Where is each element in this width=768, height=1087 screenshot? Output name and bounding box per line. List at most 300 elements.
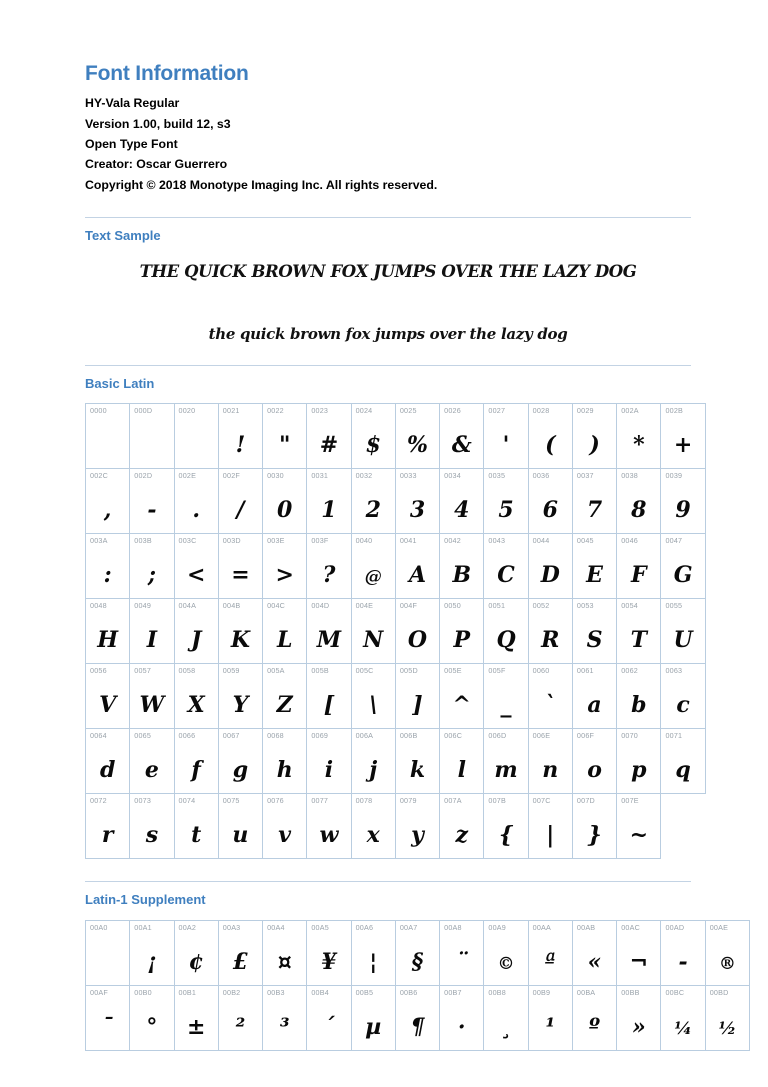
codepoint-label: 00A1 bbox=[134, 922, 152, 932]
glyph: Q bbox=[496, 627, 516, 654]
section-title-text-sample: Text Sample bbox=[85, 228, 161, 244]
glyph-cell[interactable] bbox=[617, 599, 661, 664]
glyph-cell[interactable] bbox=[351, 664, 395, 729]
codepoint-label: 007B bbox=[488, 796, 506, 806]
codepoint-label: 004C bbox=[267, 601, 286, 611]
glyph-cell[interactable] bbox=[174, 404, 218, 469]
glyph-cell[interactable] bbox=[218, 469, 262, 534]
glyph: w bbox=[319, 822, 339, 849]
glyph-cell[interactable] bbox=[395, 729, 439, 794]
glyph-cell[interactable] bbox=[130, 534, 174, 599]
glyph-cell[interactable] bbox=[617, 920, 661, 985]
glyph-cell[interactable] bbox=[174, 794, 218, 859]
glyph-cell[interactable] bbox=[218, 599, 262, 664]
glyph: K bbox=[230, 627, 250, 654]
glyph: & bbox=[451, 432, 472, 459]
glyph-cell[interactable] bbox=[307, 534, 351, 599]
glyph-cell[interactable] bbox=[263, 664, 307, 729]
glyph-cell[interactable] bbox=[484, 794, 528, 859]
metadata-line: Creator: Oscar Guerrero bbox=[85, 157, 228, 172]
glyph: ~ bbox=[629, 822, 649, 849]
codepoint-label: 0065 bbox=[134, 731, 152, 741]
glyph-cell[interactable] bbox=[617, 664, 661, 729]
metadata-line: HY-Vala Regular bbox=[85, 96, 180, 111]
glyph: u bbox=[232, 822, 249, 849]
codepoint-label: 004B bbox=[222, 601, 241, 611]
glyph: x bbox=[366, 822, 380, 849]
glyph: ¶ bbox=[410, 1013, 425, 1040]
codepoint-label: 0035 bbox=[488, 471, 506, 481]
glyph-cell[interactable] bbox=[263, 920, 307, 985]
glyph-cell[interactable] bbox=[572, 469, 616, 534]
glyph-cell[interactable] bbox=[174, 534, 218, 599]
codepoint-label: 0023 bbox=[311, 406, 329, 416]
glyph-cell[interactable] bbox=[528, 985, 572, 1050]
glyph-cell[interactable] bbox=[307, 985, 351, 1050]
glyph: 1 bbox=[321, 497, 337, 524]
glyph: - bbox=[147, 497, 157, 524]
glyph-cell-blank bbox=[661, 794, 705, 859]
glyph-cell[interactable] bbox=[661, 599, 705, 664]
glyph: C bbox=[497, 562, 515, 589]
glyph-cell[interactable] bbox=[130, 985, 174, 1050]
glyph: d bbox=[99, 757, 116, 784]
codepoint-label: 00B2 bbox=[222, 987, 241, 997]
glyph-cell[interactable] bbox=[528, 729, 572, 794]
codepoint-label: 0024 bbox=[355, 406, 373, 416]
glyph-cell[interactable] bbox=[484, 985, 528, 1050]
codepoint-label: 0040 bbox=[355, 536, 373, 546]
glyph-cell[interactable] bbox=[705, 985, 749, 1050]
codepoint-label: 0077 bbox=[311, 796, 329, 806]
codepoint-label: 00B8 bbox=[488, 987, 506, 997]
section-divider bbox=[85, 365, 691, 366]
glyph-cell[interactable] bbox=[130, 794, 174, 859]
glyph: r bbox=[101, 822, 114, 849]
glyph-cell[interactable] bbox=[86, 920, 130, 985]
glyph-cell[interactable] bbox=[395, 404, 439, 469]
glyph-cell[interactable] bbox=[661, 664, 705, 729]
glyph-cell[interactable] bbox=[484, 920, 528, 985]
glyph-cell[interactable] bbox=[572, 404, 616, 469]
glyph-cell[interactable] bbox=[484, 729, 528, 794]
glyph: * bbox=[633, 432, 645, 459]
glyph: 5 bbox=[498, 497, 514, 524]
codepoint-label: 003B bbox=[134, 536, 152, 546]
glyph-cell[interactable] bbox=[395, 794, 439, 859]
codepoint-label: 0062 bbox=[621, 666, 638, 676]
glyph-cell[interactable] bbox=[484, 469, 528, 534]
glyph-cell[interactable] bbox=[86, 729, 130, 794]
glyph: º bbox=[589, 1013, 601, 1040]
glyph-row bbox=[86, 794, 706, 859]
glyph: X bbox=[187, 692, 205, 719]
glyph-cell[interactable] bbox=[528, 534, 572, 599]
codepoint-label: 005D bbox=[399, 666, 418, 676]
glyph-cell[interactable] bbox=[218, 729, 262, 794]
codepoint-label: 0031 bbox=[311, 471, 329, 481]
glyph: c bbox=[676, 692, 690, 719]
codepoint-label: 0025 bbox=[399, 406, 417, 416]
glyph-cell[interactable] bbox=[440, 985, 484, 1050]
glyph-cell[interactable] bbox=[395, 534, 439, 599]
codepoint-label: 002A bbox=[621, 406, 639, 416]
glyph: ¡ bbox=[147, 948, 157, 975]
glyph-cell[interactable] bbox=[263, 534, 307, 599]
glyph-cell[interactable] bbox=[218, 920, 262, 985]
glyph: ; bbox=[147, 562, 156, 589]
glyph-cell[interactable] bbox=[661, 729, 705, 794]
glyph-cell[interactable] bbox=[263, 729, 307, 794]
glyph-cell[interactable] bbox=[130, 599, 174, 664]
glyph-row bbox=[86, 599, 706, 664]
glyph-cell[interactable] bbox=[440, 729, 484, 794]
codepoint-label: 0037 bbox=[576, 471, 594, 481]
glyph-cell[interactable] bbox=[484, 599, 528, 664]
glyph-cell[interactable] bbox=[86, 794, 130, 859]
glyph-cell[interactable] bbox=[130, 920, 174, 985]
glyph: g bbox=[232, 757, 249, 784]
glyph-cell[interactable] bbox=[86, 664, 130, 729]
font-specimen-page bbox=[85, 0, 737, 1051]
glyph: ½ bbox=[718, 1018, 737, 1039]
metadata-line: Open Type Font bbox=[85, 136, 178, 151]
section-title-basic-latin: Basic Latin bbox=[85, 375, 155, 391]
glyph-cell[interactable] bbox=[572, 920, 616, 985]
codepoint-label: 005E bbox=[444, 666, 462, 676]
codepoint-label: 0056 bbox=[90, 666, 107, 676]
glyph-row bbox=[86, 534, 706, 599]
glyph-cell[interactable] bbox=[440, 794, 484, 859]
glyph-cell[interactable] bbox=[307, 794, 351, 859]
codepoint-label: 0063 bbox=[665, 666, 683, 676]
glyph-cell[interactable] bbox=[307, 920, 351, 985]
glyph-cell[interactable] bbox=[440, 599, 484, 664]
codepoint-label: 0068 bbox=[267, 731, 284, 741]
glyph: k bbox=[409, 757, 426, 784]
codepoint-label: 0066 bbox=[178, 731, 196, 741]
glyph: { bbox=[498, 822, 514, 849]
glyph: j bbox=[369, 757, 378, 784]
glyph bbox=[130, 434, 173, 468]
page-title: Font Information bbox=[85, 62, 249, 85]
glyph-cell[interactable] bbox=[440, 920, 484, 985]
glyph-cell[interactable] bbox=[528, 404, 572, 469]
codepoint-label: 00BB bbox=[621, 987, 640, 997]
glyph-cell[interactable] bbox=[528, 664, 572, 729]
glyph-cell[interactable] bbox=[351, 729, 395, 794]
codepoint-label: 006A bbox=[355, 731, 374, 741]
glyph-cell[interactable] bbox=[617, 469, 661, 534]
glyph-cell[interactable] bbox=[86, 469, 130, 534]
glyph-cell[interactable] bbox=[86, 534, 130, 599]
section-divider bbox=[85, 881, 691, 882]
metadata-line: Copyright © 2018 Monotype Imaging Inc. All rights reserved. bbox=[85, 177, 438, 192]
codepoint-label: 00B7 bbox=[444, 987, 462, 997]
metadata-line: Version 1.00, build 12, s3 bbox=[85, 116, 231, 131]
codepoint-label: 006C bbox=[444, 731, 463, 741]
glyph: ² bbox=[235, 1013, 246, 1040]
glyph: 7 bbox=[586, 497, 603, 524]
glyph: @ bbox=[364, 567, 382, 588]
codepoint-label: 00BC bbox=[665, 987, 685, 997]
glyph: V bbox=[99, 692, 117, 719]
codepoint-label: 007E bbox=[621, 796, 639, 806]
glyph: ¥ bbox=[321, 948, 337, 975]
glyph-row bbox=[86, 469, 706, 534]
sample-uppercase: THE QUICK BROWN FOX JUMPS OVER THE LAZY DOG bbox=[139, 261, 637, 281]
codepoint-label: 0061 bbox=[576, 666, 594, 676]
glyph-cell[interactable] bbox=[572, 794, 616, 859]
glyph: ? bbox=[322, 562, 336, 589]
glyph-cell[interactable] bbox=[617, 729, 661, 794]
sample-lowercase: the quick brown fox jumps over the lazy dog bbox=[208, 324, 568, 343]
glyph: p bbox=[631, 757, 647, 784]
codepoint-label: 0042 bbox=[444, 536, 461, 546]
codepoint-label: 0071 bbox=[665, 731, 683, 741]
glyph: [ bbox=[323, 692, 335, 719]
glyph: I bbox=[146, 627, 158, 654]
glyph-cell[interactable] bbox=[484, 664, 528, 729]
glyph-cell[interactable] bbox=[440, 469, 484, 534]
glyph-cell[interactable] bbox=[263, 794, 307, 859]
glyph: + bbox=[673, 432, 693, 459]
glyph-row bbox=[86, 729, 706, 794]
glyph: « bbox=[587, 948, 602, 975]
glyph-cell[interactable] bbox=[572, 664, 616, 729]
codepoint-label: 0064 bbox=[90, 731, 107, 741]
glyph: ¹ bbox=[545, 1013, 556, 1040]
glyph: } bbox=[587, 822, 602, 849]
glyph: ] bbox=[412, 692, 423, 719]
glyph bbox=[86, 434, 129, 468]
glyph-cell[interactable] bbox=[307, 469, 351, 534]
glyph: ° bbox=[146, 1013, 158, 1040]
glyph: Y bbox=[232, 692, 249, 719]
glyph: s bbox=[145, 822, 159, 849]
glyph-cell[interactable] bbox=[351, 920, 395, 985]
glyph-cell[interactable] bbox=[528, 794, 572, 859]
glyph-cell[interactable] bbox=[263, 469, 307, 534]
codepoint-label: 0036 bbox=[532, 471, 550, 481]
codepoint-label: 005B bbox=[311, 666, 329, 676]
codepoint-label: 0079 bbox=[399, 796, 417, 806]
codepoint-label: 0076 bbox=[267, 796, 284, 806]
codepoint-label: 006E bbox=[532, 731, 551, 741]
glyph-cell[interactable] bbox=[218, 794, 262, 859]
glyph: > bbox=[275, 562, 294, 589]
glyph-cell[interactable] bbox=[572, 534, 616, 599]
glyph: o bbox=[587, 757, 602, 784]
glyph-cell[interactable] bbox=[617, 985, 661, 1050]
codepoint-label: 002F bbox=[222, 471, 240, 481]
glyph: ¯ bbox=[102, 1013, 114, 1040]
glyph: ‐ bbox=[678, 948, 688, 975]
codepoint-label: 0032 bbox=[355, 471, 373, 481]
glyph-cell[interactable] bbox=[307, 729, 351, 794]
codepoint-label: 002E bbox=[178, 471, 197, 481]
glyph: . bbox=[192, 497, 200, 524]
glyph-cell[interactable] bbox=[395, 599, 439, 664]
codepoint-label: 0074 bbox=[178, 796, 196, 806]
glyph: D bbox=[540, 562, 560, 589]
codepoint-label: 00B6 bbox=[399, 987, 418, 997]
codepoint-label: 005C bbox=[355, 666, 374, 676]
glyph: a bbox=[587, 692, 602, 719]
codepoint-label: 0030 bbox=[267, 471, 284, 481]
glyph-cell[interactable] bbox=[307, 599, 351, 664]
glyph-cell[interactable] bbox=[351, 469, 395, 534]
glyph: W bbox=[139, 692, 165, 719]
glyph: 6 bbox=[542, 497, 558, 524]
glyph-cell[interactable] bbox=[263, 985, 307, 1050]
codepoint-label: 00BD bbox=[709, 987, 729, 997]
glyph-cell[interactable] bbox=[218, 534, 262, 599]
glyph-cell[interactable] bbox=[484, 534, 528, 599]
codepoint-label: 00AB bbox=[576, 922, 596, 932]
glyph: ³ bbox=[279, 1013, 290, 1040]
codepoint-label: 0022 bbox=[267, 406, 284, 416]
section-divider bbox=[85, 217, 691, 218]
glyph: § bbox=[411, 948, 424, 975]
glyph-cell[interactable] bbox=[528, 599, 572, 664]
codepoint-label: 00B1 bbox=[178, 987, 197, 997]
glyph-cell[interactable] bbox=[484, 404, 528, 469]
glyph-row bbox=[86, 664, 706, 729]
glyph: ª bbox=[544, 948, 556, 975]
glyph-cell[interactable] bbox=[130, 729, 174, 794]
glyph: < bbox=[186, 562, 206, 589]
glyph-cell[interactable] bbox=[263, 404, 307, 469]
glyph: R bbox=[541, 627, 560, 654]
glyph-cell[interactable] bbox=[174, 469, 218, 534]
glyph-cell[interactable] bbox=[395, 664, 439, 729]
glyph: » bbox=[631, 1013, 646, 1040]
glyph: z bbox=[455, 822, 468, 849]
glyph-cell[interactable] bbox=[218, 404, 262, 469]
glyph-cell[interactable] bbox=[130, 404, 174, 469]
glyph-cell[interactable] bbox=[440, 404, 484, 469]
glyph: 4 bbox=[454, 497, 470, 524]
codepoint-label: 00AD bbox=[665, 922, 685, 932]
glyph-cell[interactable] bbox=[218, 664, 262, 729]
glyph-cell[interactable] bbox=[661, 404, 705, 469]
glyph-cell[interactable] bbox=[351, 404, 395, 469]
glyph: O bbox=[407, 627, 428, 654]
glyph-cell[interactable] bbox=[174, 729, 218, 794]
glyph-cell[interactable] bbox=[617, 404, 661, 469]
codepoint-label: 007D bbox=[576, 796, 595, 806]
glyph-cell[interactable] bbox=[395, 920, 439, 985]
glyph: b bbox=[631, 692, 647, 719]
glyph: ¢ bbox=[188, 948, 204, 975]
glyph-cell[interactable] bbox=[572, 599, 616, 664]
glyph: y bbox=[411, 822, 424, 849]
codepoint-label: 00A3 bbox=[222, 922, 241, 932]
glyph: ¸ bbox=[500, 1013, 512, 1040]
glyph-cell[interactable] bbox=[86, 985, 130, 1050]
glyph-cell[interactable] bbox=[263, 599, 307, 664]
codepoint-label: 003D bbox=[222, 536, 241, 546]
glyph: n bbox=[542, 757, 559, 784]
glyph-cell[interactable] bbox=[174, 985, 218, 1050]
glyph-cell[interactable] bbox=[86, 404, 130, 469]
glyph-cell[interactable] bbox=[617, 534, 661, 599]
glyph: 8 bbox=[631, 497, 647, 524]
glyph: ´ bbox=[323, 1013, 335, 1040]
glyph-cell[interactable] bbox=[307, 404, 351, 469]
glyph-cell[interactable] bbox=[572, 729, 616, 794]
codepoint-label: 0069 bbox=[311, 731, 329, 741]
glyph-cell[interactable] bbox=[617, 794, 661, 859]
glyph: J bbox=[190, 627, 202, 654]
glyph-cell[interactable] bbox=[661, 469, 705, 534]
codepoint-label: 002C bbox=[90, 471, 108, 481]
codepoint-label: 0026 bbox=[444, 406, 461, 416]
glyph-cell[interactable] bbox=[661, 534, 705, 599]
glyph-cell[interactable] bbox=[395, 469, 439, 534]
glyph-cell[interactable] bbox=[174, 920, 218, 985]
glyph-cell[interactable] bbox=[395, 985, 439, 1050]
glyph: A bbox=[408, 562, 427, 589]
codepoint-label: 00B3 bbox=[267, 987, 285, 997]
glyph: ( bbox=[545, 432, 556, 459]
glyph-cell[interactable] bbox=[130, 469, 174, 534]
glyph-cell[interactable] bbox=[86, 599, 130, 664]
glyph: H bbox=[97, 627, 119, 654]
glyph-cell[interactable] bbox=[528, 920, 572, 985]
codepoint-label: 004E bbox=[355, 601, 374, 611]
glyph: f bbox=[191, 757, 201, 784]
glyph-cell[interactable] bbox=[174, 599, 218, 664]
glyph-cell[interactable] bbox=[307, 664, 351, 729]
codepoint-label: 0000 bbox=[90, 406, 107, 416]
codepoint-label: 0075 bbox=[222, 796, 240, 806]
glyph-grid-latin1-supplement bbox=[85, 920, 750, 1051]
codepoint-label: 0041 bbox=[399, 536, 417, 546]
glyph-cell[interactable] bbox=[572, 985, 616, 1050]
glyph-cell[interactable] bbox=[440, 534, 484, 599]
glyph-cell[interactable] bbox=[440, 664, 484, 729]
glyph-cell[interactable] bbox=[661, 920, 705, 985]
glyph-cell[interactable] bbox=[351, 534, 395, 599]
codepoint-label: 0020 bbox=[178, 406, 196, 416]
codepoint-label: 0060 bbox=[532, 666, 550, 676]
codepoint-label: 0078 bbox=[355, 796, 373, 806]
glyph: ` bbox=[544, 692, 556, 719]
glyph-cell[interactable] bbox=[351, 794, 395, 859]
glyph: P bbox=[453, 627, 471, 654]
codepoint-label: 004A bbox=[178, 601, 197, 611]
glyph-cell[interactable] bbox=[528, 469, 572, 534]
glyph-row bbox=[86, 985, 750, 1050]
glyph: q bbox=[675, 757, 691, 784]
codepoint-label: 0070 bbox=[621, 731, 638, 741]
glyph-cell[interactable] bbox=[705, 920, 749, 985]
glyph-cell[interactable] bbox=[130, 664, 174, 729]
glyph: ) bbox=[589, 432, 600, 459]
glyph: B bbox=[452, 562, 472, 589]
codepoint-label: 0073 bbox=[134, 796, 152, 806]
glyph-cell[interactable] bbox=[661, 985, 705, 1050]
glyph-cell[interactable] bbox=[218, 985, 262, 1050]
codepoint-label: 0054 bbox=[621, 601, 638, 611]
glyph-cell[interactable] bbox=[351, 985, 395, 1050]
glyph-cell[interactable] bbox=[174, 664, 218, 729]
codepoint-label: 0033 bbox=[399, 471, 417, 481]
codepoint-label: 006D bbox=[488, 731, 507, 741]
glyph-cell[interactable] bbox=[351, 599, 395, 664]
